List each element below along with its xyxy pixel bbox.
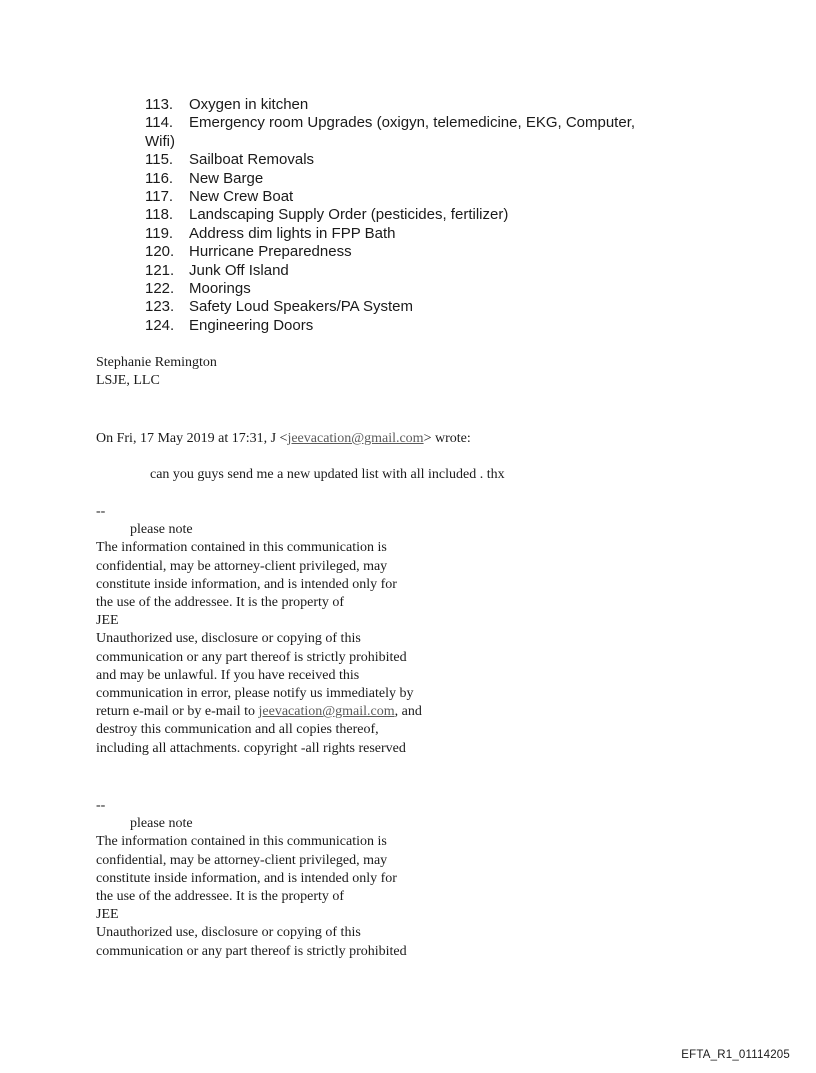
list-item-number: 124. bbox=[145, 316, 175, 334]
disclaimer-note-heading: please note bbox=[130, 816, 193, 832]
list-item-text: Landscaping Supply Order (pesticides, fertilizer) bbox=[189, 206, 509, 224]
list-item-text: Junk Off Island bbox=[189, 261, 289, 279]
numbered-item-list bbox=[145, 96, 705, 335]
disclaimer-line: the use of the addressee. It is the property of bbox=[96, 595, 345, 611]
signature-separator: -- bbox=[96, 798, 106, 813]
disclaimer-line: Unauthorized use, disclosure or copying of this bbox=[96, 925, 361, 941]
list-item-text: Oxygen in kitchen bbox=[189, 96, 309, 113]
list-item bbox=[145, 96, 705, 114]
list-item-number: 122. bbox=[145, 280, 175, 298]
list-item-text: Emergency room Upgrades (oxigyn, telemedicine, EKG, Computer, bbox=[189, 114, 636, 132]
signature-name: Stephanie Remington bbox=[96, 355, 217, 370]
list-item bbox=[145, 114, 705, 151]
list-item-text: Engineering Doors bbox=[189, 316, 314, 334]
disclaimer-note-heading: please note bbox=[130, 522, 193, 538]
disclaimer-line: the use of the addressee. It is the property of bbox=[96, 889, 345, 905]
list-item-number: 115. bbox=[145, 151, 174, 169]
signature-company: LSJE, LLC bbox=[96, 373, 160, 389]
disclaimer-line: constitute inside information, and is intended only for bbox=[96, 576, 397, 592]
disclaimer-line: and may be unlawful. If you have received this bbox=[96, 667, 360, 683]
list-item-number: 118. bbox=[145, 206, 174, 224]
disclaimer-line: The information contained in this communication is bbox=[96, 540, 387, 556]
disclaimer-block-1 bbox=[96, 503, 422, 758]
list-item bbox=[145, 317, 705, 335]
list-item-number: 114. bbox=[145, 114, 174, 132]
list-item-number: 117. bbox=[145, 188, 174, 206]
disclaimer-line: communication or any part thereof is strictly prohibited bbox=[96, 943, 407, 959]
quote-header-prefix: On Fri, 17 May 2019 at 17:31, J < bbox=[96, 431, 288, 446]
disclaimer-line: JEE bbox=[96, 907, 119, 923]
list-item-number: 119. bbox=[145, 224, 174, 242]
quote-header-suffix: > wrote: bbox=[423, 431, 471, 446]
list-item bbox=[145, 262, 705, 280]
list-item bbox=[145, 243, 705, 261]
list-item bbox=[145, 151, 705, 169]
disclaimer-line: destroy this communication and all copies thereof, bbox=[96, 722, 379, 738]
disclaimer-line: constitute inside information, and is intended only for bbox=[96, 870, 397, 886]
disclaimer-line: The information contained in this communication is bbox=[96, 834, 387, 850]
list-item bbox=[145, 170, 705, 188]
list-item-text: Moorings bbox=[189, 280, 251, 298]
disclaimer-return-prefix: return e-mail or by e-mail to bbox=[96, 704, 259, 720]
list-item bbox=[145, 298, 705, 316]
list-item-text: Hurricane Preparedness bbox=[189, 243, 352, 261]
disclaimer-line: including all attachments. copyright -all rights reserved bbox=[96, 740, 406, 756]
disclaimer-line: communication in error, please notify us immediately by bbox=[96, 686, 414, 702]
list-item bbox=[145, 206, 705, 224]
list-item bbox=[145, 225, 705, 243]
list-item-number: 116. bbox=[145, 169, 174, 187]
list-item-text: Sailboat Removals bbox=[189, 151, 315, 169]
list-item-number: 121. bbox=[145, 261, 175, 279]
list-item-text-continuation: Wifi) bbox=[145, 132, 175, 150]
contact-email-link[interactable]: jeevacation@gmail.com bbox=[258, 704, 395, 720]
document-id-stamp: EFTA_R1_01114205 bbox=[681, 1049, 790, 1061]
sender-email-link[interactable]: jeevacation@gmail.com bbox=[287, 431, 424, 446]
list-item bbox=[145, 188, 705, 206]
list-item-text: New Crew Boat bbox=[189, 188, 294, 206]
disclaimer-line: JEE bbox=[96, 613, 119, 629]
list-item-text: New Barge bbox=[189, 169, 264, 187]
disclaimer-line: confidential, may be attorney-client privileged, may bbox=[96, 558, 388, 574]
disclaimer-line: communication or any part thereof is strictly prohibited bbox=[96, 649, 407, 665]
disclaimer-line: Unauthorized use, disclosure or copying of this bbox=[96, 631, 361, 647]
list-item-number: 120. bbox=[145, 243, 175, 261]
quoted-message-text: can you guys send me a new updated list with all included . thx bbox=[150, 467, 505, 482]
quote-header bbox=[96, 430, 471, 448]
quoted-message bbox=[96, 466, 505, 484]
list-item-number: 123. bbox=[145, 298, 175, 316]
list-item bbox=[145, 280, 705, 298]
list-item-text: Address dim lights in FPP Bath bbox=[189, 224, 396, 242]
disclaimer-line: confidential, may be attorney-client privileged, may bbox=[96, 852, 388, 868]
signature-block bbox=[96, 354, 217, 390]
signature-separator: -- bbox=[96, 504, 106, 519]
disclaimer-block-2 bbox=[96, 797, 407, 961]
disclaimer-return-suffix: , and bbox=[394, 704, 422, 720]
list-item-text: Safety Loud Speakers/PA System bbox=[189, 298, 414, 316]
list-item-number: 113. bbox=[145, 96, 174, 113]
